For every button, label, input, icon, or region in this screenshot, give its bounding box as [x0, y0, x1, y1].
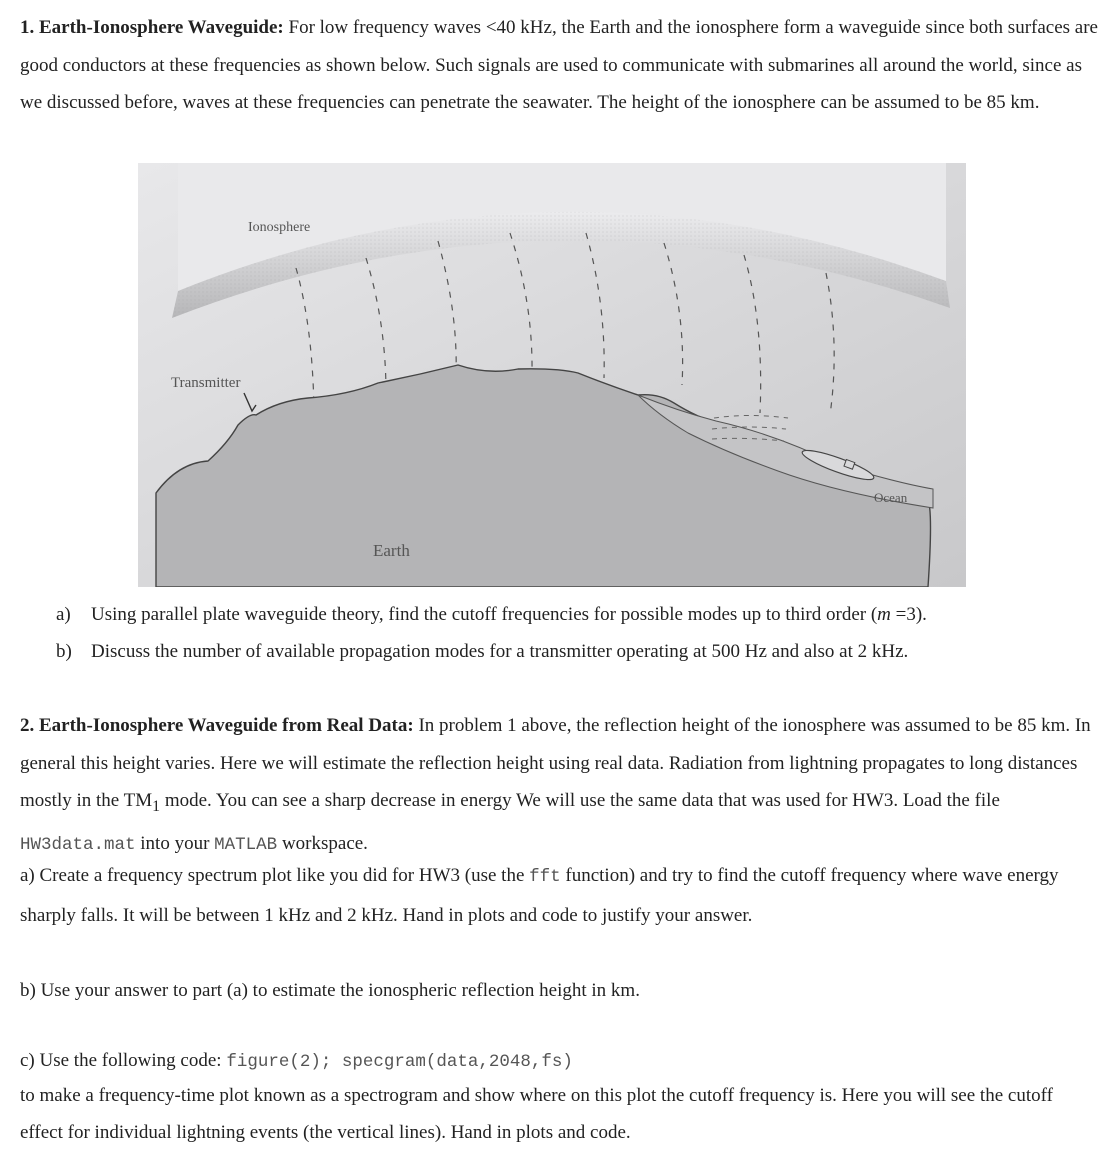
waveguide-diagram	[138, 163, 966, 587]
question-marker: a)	[56, 604, 71, 625]
fft-code: fft	[529, 867, 561, 887]
problem2-intro: 2. Earth-Ionosphere Waveguide from Real Data: In problem 1 above, the reflection height of the ionosphere was assumed to be 85 km. In general this height varies. Here we will estimate the reflection height using real data. Radiation from lightning propagates to long distances mostly in the $TM_1$ mode. You can see a sharp decrease in energy We will use the same data that was used for HW3. Load the file HW3data.mat into your MATLAB workspace.	[20, 715, 1091, 856]
earth-label: Earth	[373, 541, 410, 560]
file-name: HW3data.mat	[20, 835, 136, 856]
ocean-label: Ocean	[874, 490, 908, 505]
transmitter-label: Transmitter	[171, 375, 241, 391]
specgram-code: figure(2); specgram(data,2048,fs)	[226, 1052, 573, 1072]
problem1-question-b	[56, 633, 1096, 670]
problem1-questions	[56, 596, 1096, 670]
problem1-title: 1. Earth-Ionosphere Waveguide:	[20, 17, 284, 38]
waveguide-figure	[138, 163, 966, 587]
problem2-title: 2. Earth-Ionosphere Waveguide from Real Data:	[20, 715, 414, 736]
ionosphere-label: Ionosphere	[248, 220, 311, 235]
question-text: Discuss the number of available propagation modes for a transmitter operating at 500 Hz and also at 2 kHz.	[91, 641, 909, 662]
matlab-name: MATLAB	[214, 835, 278, 856]
question-text: Using parallel plate waveguide theory, find the cutoff frequencies for possible modes up to third order (m =3).	[91, 604, 927, 625]
problem1-intro-text: For low frequency waves <40 kHz, the Earth and the ionosphere form a waveguide since both surfaces are good conductors at these frequencies as shown below. Such signals are used to communicate with submarines all around the world, since as we discussed before, waves at these frequencies can penetrate the seawater. The height of the ionosphere can be assumed to be 85 km.	[20, 17, 1098, 113]
question-marker: b)	[56, 641, 72, 662]
problem1-question-a	[56, 596, 1096, 633]
problem2-part-b: b) Use your answer to part (a) to estimate the ionospheric reflection height in km.	[20, 980, 640, 1001]
problem2-part-c: c) Use the following code: figure(2); specgram(data,2048,fs) to make a frequency-time plot known as a spectrogram and show where on this plot the cutoff frequency is. Here you will see the cutoff effect for individual lightning events (the vertical lines). Hand in plots and code.	[20, 1050, 1053, 1143]
problem1-intro	[20, 9, 1100, 122]
problem2-part-a: a) Create a frequency spectrum plot like you did for HW3 (use the fft function) and try to find the cutoff frequency where wave energy sharply falls. It will be between 1 kHz and 2 kHz. Hand in plots and code to justify your answer.	[20, 865, 1059, 926]
